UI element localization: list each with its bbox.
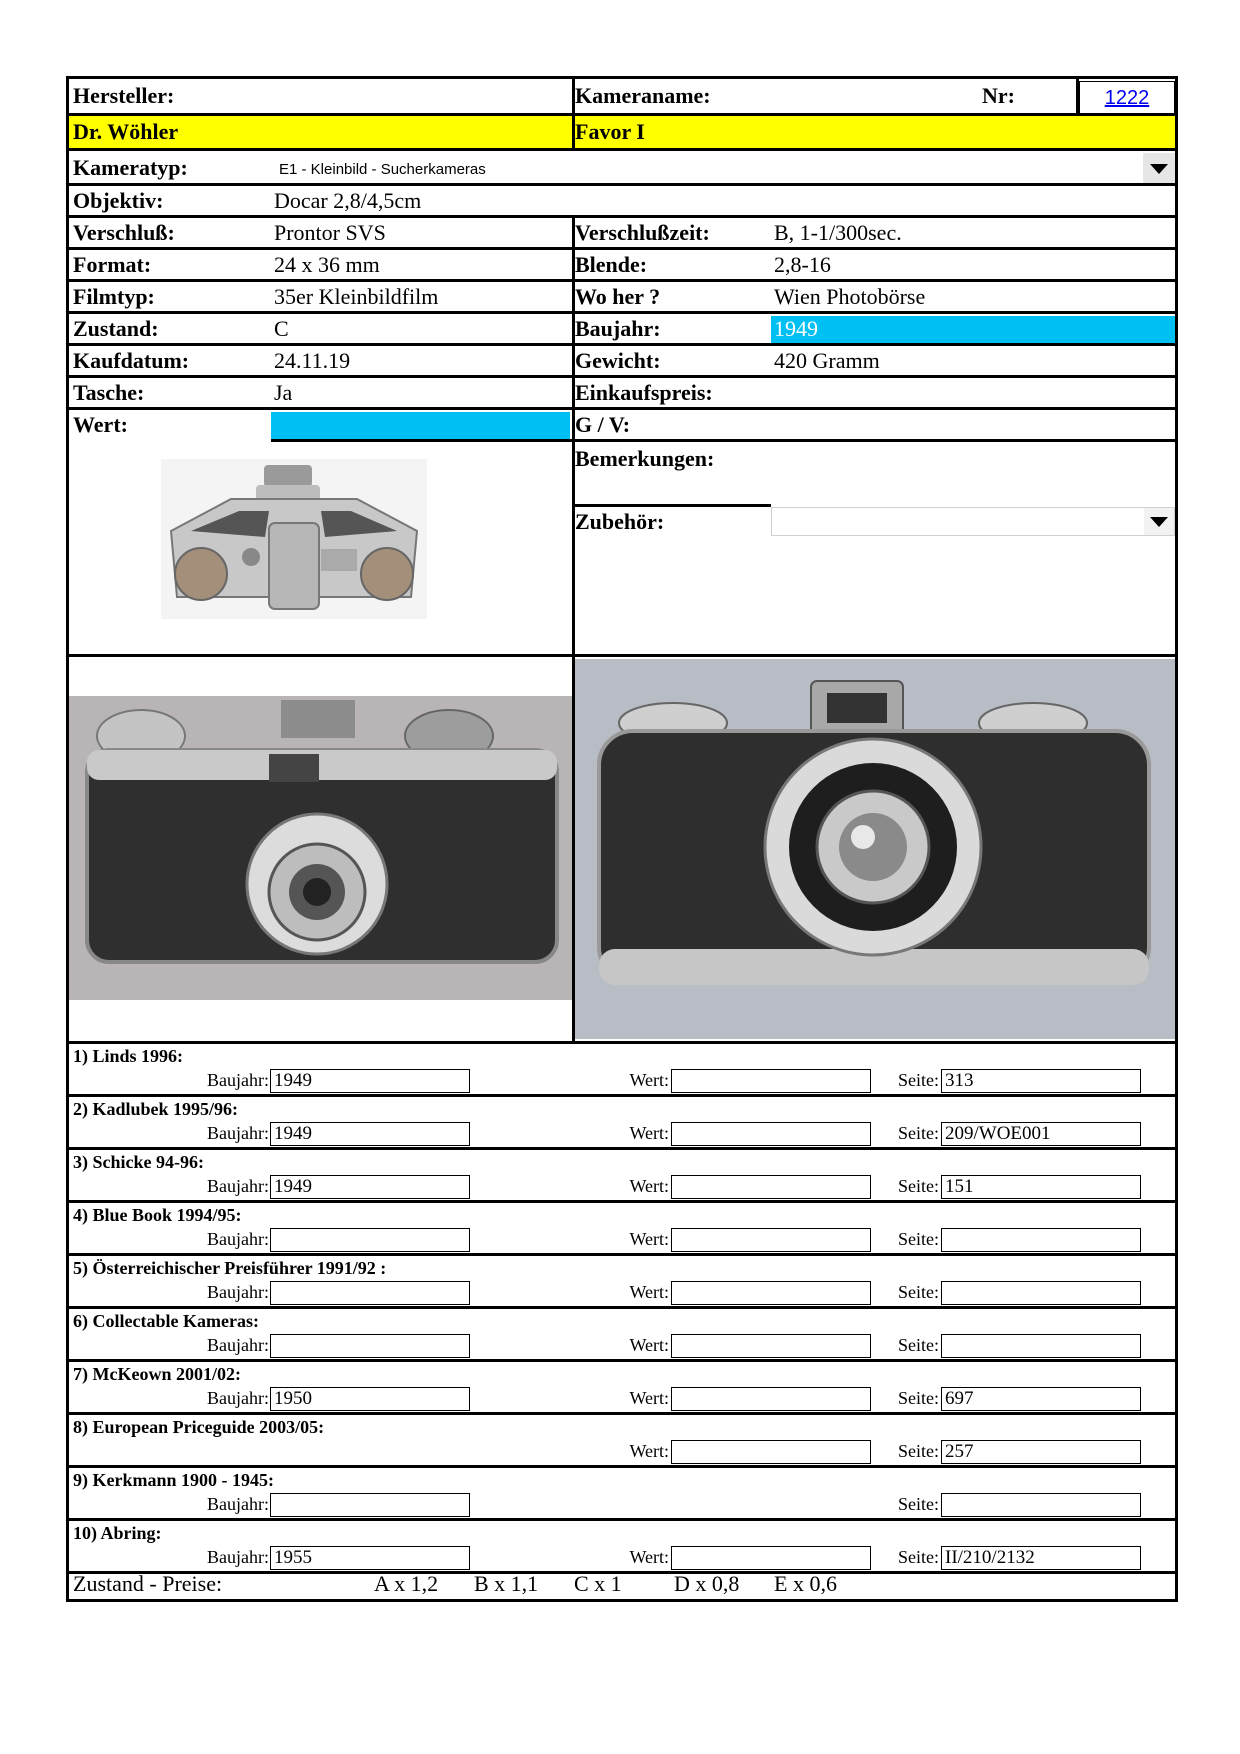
- ref-baujahr-label: Baujahr:: [207, 1229, 269, 1249]
- verschlusszeit-label: Verschlußzeit:: [575, 220, 710, 245]
- reference-row: [69, 1203, 1175, 1256]
- zubehoer-dropdown-button[interactable]: [1144, 508, 1174, 535]
- reference-title: 7) McKeown 2001/02:: [73, 1364, 241, 1384]
- blende-label: Blende:: [575, 252, 648, 277]
- reference-title: 1) Linds 1996:: [73, 1046, 184, 1066]
- price-factor: E x 0,6: [774, 1571, 837, 1596]
- divider: [69, 311, 1175, 314]
- wert-label: Wert:: [73, 412, 128, 437]
- bemerkungen-label: Bemerkungen:: [575, 446, 715, 471]
- divider: [572, 439, 1175, 442]
- blende-value: 2,8-16: [774, 252, 831, 277]
- ref-seite-field[interactable]: [941, 1493, 1141, 1517]
- baujahr-label: Baujahr:: [575, 316, 661, 341]
- format-label: Format:: [73, 252, 152, 277]
- kameratyp-label: Kameratyp:: [73, 155, 188, 180]
- price-factor: D x 0,8: [674, 1571, 740, 1596]
- divider: [69, 654, 1175, 657]
- ref-wert-label: Wert:: [629, 1441, 669, 1461]
- divider: [572, 79, 575, 113]
- kameratyp-value: E1 - Kleinbild - Sucherkameras: [279, 161, 486, 178]
- reference-title: 8) European Priceguide 2003/05:: [73, 1417, 325, 1437]
- chevron-down-icon: [1150, 164, 1168, 174]
- reference-title: 2) Kadlubek 1995/96:: [73, 1099, 239, 1119]
- ref-seite-label: Seite:: [898, 1388, 939, 1408]
- objektiv-label: Objektiv:: [73, 188, 164, 213]
- reference-title: 5) Österreichischer Preisführer 1991/92 :: [73, 1258, 387, 1278]
- kameratyp-dropdown-button[interactable]: [1143, 153, 1175, 185]
- reference-row: [69, 1256, 1175, 1309]
- reference-row: [69, 1415, 1175, 1468]
- ref-seite-field[interactable]: 257: [941, 1440, 1141, 1464]
- divider: [69, 407, 1175, 410]
- camera-record-sheet: [66, 76, 1178, 1602]
- reference-title: 4) Blue Book 1994/95:: [73, 1205, 242, 1225]
- camera-name-label: Kameraname:: [575, 83, 711, 108]
- verschluss-label: Verschluß:: [73, 220, 175, 245]
- filmtyp-value: 35er Kleinbildfilm: [274, 284, 439, 309]
- woher-label: Wo her ?: [575, 284, 661, 309]
- ref-seite-label: Seite:: [898, 1282, 939, 1302]
- ref-seite-field[interactable]: 697: [941, 1387, 1141, 1411]
- format-value: 24 x 36 mm: [274, 252, 380, 277]
- reference-title: 6) Collectable Kameras:: [73, 1311, 259, 1331]
- zubehoer-dropdown[interactable]: [771, 507, 1175, 536]
- camera-front-left-photo: [69, 696, 572, 1000]
- einkaufspreis-label: Einkaufspreis:: [575, 380, 713, 405]
- divider: [572, 113, 575, 148]
- kaufdatum-label: Kaufdatum:: [73, 348, 190, 373]
- manufacturer-value: Dr. Wöhler: [73, 119, 179, 144]
- price-factor: A x 1,2: [374, 1571, 439, 1596]
- ref-seite-label: Seite:: [898, 1070, 939, 1090]
- reference-title: 3) Schicke 94-96:: [73, 1152, 204, 1172]
- ref-seite-field[interactable]: 151: [941, 1175, 1141, 1199]
- camera-name-value: Favor I: [575, 119, 645, 144]
- ref-baujahr-field[interactable]: [270, 1334, 470, 1358]
- ref-baujahr-label: Baujahr:: [207, 1123, 269, 1143]
- ref-baujahr-label: Baujahr:: [207, 1547, 269, 1567]
- ref-baujahr-label: Baujahr:: [207, 1282, 269, 1302]
- divider: [69, 148, 1175, 151]
- objektiv-value: Docar 2,8/4,5cm: [274, 188, 422, 213]
- zustand-value: C: [274, 316, 289, 341]
- baujahr-highlight: [771, 316, 1175, 345]
- ref-seite-label: Seite:: [898, 1335, 939, 1355]
- divider: [69, 247, 1175, 250]
- divider: [271, 439, 572, 442]
- divider: [69, 343, 1175, 346]
- ref-baujahr-field[interactable]: 1950: [270, 1387, 470, 1411]
- ref-seite-field[interactable]: 313: [941, 1069, 1141, 1093]
- condition-price-footer: [69, 1571, 1175, 1599]
- chevron-down-icon: [1150, 517, 1168, 527]
- ref-baujahr-field[interactable]: [270, 1228, 470, 1252]
- nr-label: Nr:: [982, 83, 1015, 108]
- kameratyp-dropdown[interactable]: [271, 152, 1175, 186]
- wert-highlight: [271, 412, 570, 441]
- gewicht-label: Gewicht:: [575, 348, 661, 373]
- zubehoer-label: Zubehör:: [575, 509, 665, 534]
- ref-wert-label: Wert:: [629, 1070, 669, 1090]
- ref-seite-label: Seite:: [898, 1441, 939, 1461]
- manufacturer-label: Hersteller:: [73, 83, 175, 108]
- woher-value: Wien Photobörse: [774, 284, 926, 309]
- reference-row: [69, 1309, 1175, 1362]
- tasche-value: Ja: [274, 380, 293, 405]
- reference-row: [69, 1468, 1175, 1521]
- verschlusszeit-value: B, 1-1/300sec.: [774, 220, 902, 245]
- ref-seite-label: Seite:: [898, 1176, 939, 1196]
- ref-seite-field[interactable]: [941, 1228, 1141, 1252]
- reference-row: [69, 1521, 1175, 1574]
- price-factor: C x 1: [574, 1571, 622, 1596]
- ref-baujahr-label: Baujahr:: [207, 1176, 269, 1196]
- divider: [572, 215, 575, 1041]
- verschluss-value: Prontor SVS: [274, 220, 386, 245]
- reference-title: 10) Abring:: [73, 1523, 162, 1543]
- ref-baujahr-label: Baujahr:: [207, 1388, 269, 1408]
- ref-seite-field[interactable]: [941, 1334, 1141, 1358]
- kaufdatum-value: 24.11.19: [274, 348, 351, 373]
- ref-wert-label: Wert:: [629, 1282, 669, 1302]
- ref-baujahr-label: Baujahr:: [207, 1494, 269, 1514]
- tasche-label: Tasche:: [73, 380, 145, 405]
- filmtyp-label: Filmtyp:: [73, 284, 155, 309]
- divider: [1076, 79, 1079, 113]
- camera-front-left-illustration: [69, 696, 572, 1000]
- ref-wert-label: Wert:: [629, 1123, 669, 1143]
- ref-seite-field[interactable]: [941, 1281, 1141, 1305]
- footer-label: Zustand - Preise:: [73, 1571, 223, 1596]
- ref-wert-label: Wert:: [629, 1388, 669, 1408]
- reference-row: [69, 1150, 1175, 1203]
- gv-label: G / V:: [575, 412, 631, 437]
- ref-baujahr-label: Baujahr:: [207, 1070, 269, 1090]
- zustand-label: Zustand:: [73, 316, 159, 341]
- ref-wert-label: Wert:: [629, 1547, 669, 1567]
- ref-seite-field[interactable]: 209/WOE001: [941, 1122, 1141, 1146]
- ref-baujahr-field[interactable]: 1949: [270, 1122, 470, 1146]
- reference-title: 9) Kerkmann 1900 - 1945:: [73, 1470, 274, 1490]
- divider: [69, 279, 1175, 282]
- nr-link[interactable]: 1222: [1104, 87, 1150, 109]
- ref-baujahr-field[interactable]: 1955: [270, 1546, 470, 1570]
- camera-front-right-photo: [573, 659, 1175, 1039]
- reference-row: [69, 1044, 1175, 1097]
- ref-seite-label: Seite:: [898, 1547, 939, 1567]
- ref-baujahr-field[interactable]: [270, 1281, 470, 1305]
- ref-seite-field[interactable]: II/210/2132: [941, 1546, 1141, 1570]
- reference-row: [69, 1097, 1175, 1150]
- divider: [69, 183, 1175, 186]
- camera-top-illustration: [161, 459, 427, 619]
- ref-baujahr-field[interactable]: 1949: [270, 1175, 470, 1199]
- ref-baujahr-label: Baujahr:: [207, 1335, 269, 1355]
- ref-wert-label: Wert:: [629, 1176, 669, 1196]
- price-factor: B x 1,1: [474, 1571, 539, 1596]
- ref-wert-label: Wert:: [629, 1229, 669, 1249]
- divider: [69, 375, 1175, 378]
- divider: [69, 113, 1175, 116]
- gewicht-value: 420 Gramm: [774, 348, 880, 373]
- ref-seite-label: Seite:: [898, 1229, 939, 1249]
- divider: [69, 215, 1175, 218]
- ref-baujahr-field[interactable]: [270, 1493, 470, 1517]
- reference-row: [69, 1362, 1175, 1415]
- ref-wert-label: Wert:: [629, 1335, 669, 1355]
- camera-front-right-illustration: [573, 659, 1175, 1039]
- ref-baujahr-field[interactable]: 1949: [270, 1069, 470, 1093]
- baujahr-value: 1949: [774, 316, 818, 341]
- camera-top-photo: [161, 459, 427, 619]
- nr-field[interactable]: [1079, 81, 1175, 115]
- ref-seite-label: Seite:: [898, 1494, 939, 1514]
- ref-seite-label: Seite:: [898, 1123, 939, 1143]
